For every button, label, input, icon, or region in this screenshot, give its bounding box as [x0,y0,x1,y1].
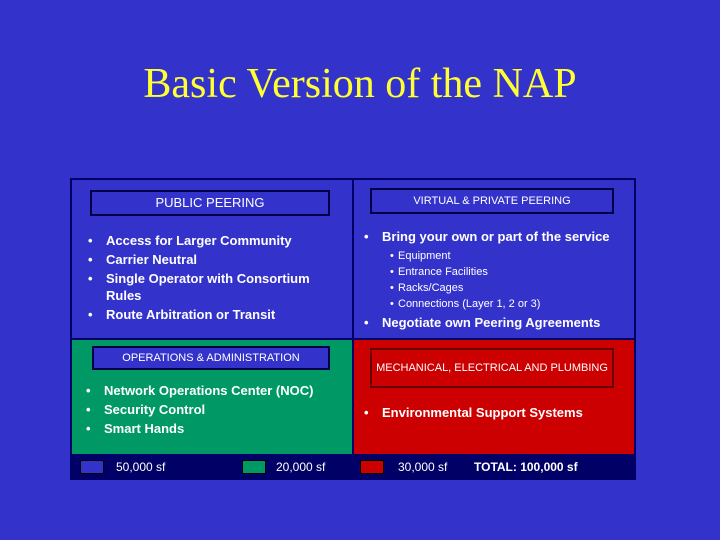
legend-label-red: 30,000 sf [398,460,448,474]
virtual-private-peering-header: VIRTUAL & PRIVATE PEERING [370,188,614,214]
mep-list [358,404,632,423]
public-peering-list [82,232,344,325]
slide-title: Basic Version of the NAP [143,61,577,107]
list-item: • Access for Larger Community [82,232,344,249]
list-item: • Racks/Cages [390,280,620,296]
public-peering-box [72,180,352,338]
operations-box [72,340,352,454]
operations-list [80,382,342,439]
legend-label-blue: 50,000 sf [116,460,166,474]
virtual-peering-list-2 [358,314,632,333]
legend-swatch-green [242,460,266,474]
virtual-peering-sublist [390,248,620,312]
list-item: • Smart Hands [80,420,342,437]
list-item: • Security Control [80,401,342,418]
list-item: • Bring your own or part of the service [358,228,632,245]
list-item: • Connections (Layer 1, 2 or 3) [390,296,620,312]
legend-swatch-blue [80,460,104,474]
list-item: • Single Operator with Consortium Rules [82,270,344,304]
legend [72,456,634,478]
nap-diagram [70,178,636,480]
list-item: • Route Arbitration or Transit [82,306,344,323]
legend-swatch-red [360,460,384,474]
virtual-peering-list [358,228,632,247]
public-peering-header: PUBLIC PEERING [90,190,330,216]
list-item: • Carrier Neutral [82,251,344,268]
operations-header: OPERATIONS & ADMINISTRATION [92,346,330,370]
list-item: • Equipment [390,248,620,264]
legend-total: TOTAL: 100,000 sf [474,460,578,474]
list-item: • Entrance Facilities [390,264,620,280]
list-item: • Environmental Support Systems [358,404,632,421]
mep-box [354,340,634,454]
virtual-private-peering-box [354,180,634,338]
list-item: • Network Operations Center (NOC) [80,382,342,399]
mep-header: MECHANICAL, ELECTRICAL AND PLUMBING [370,348,614,388]
legend-label-green: 20,000 sf [276,460,326,474]
list-item: • Negotiate own Peering Agreements [358,314,632,331]
